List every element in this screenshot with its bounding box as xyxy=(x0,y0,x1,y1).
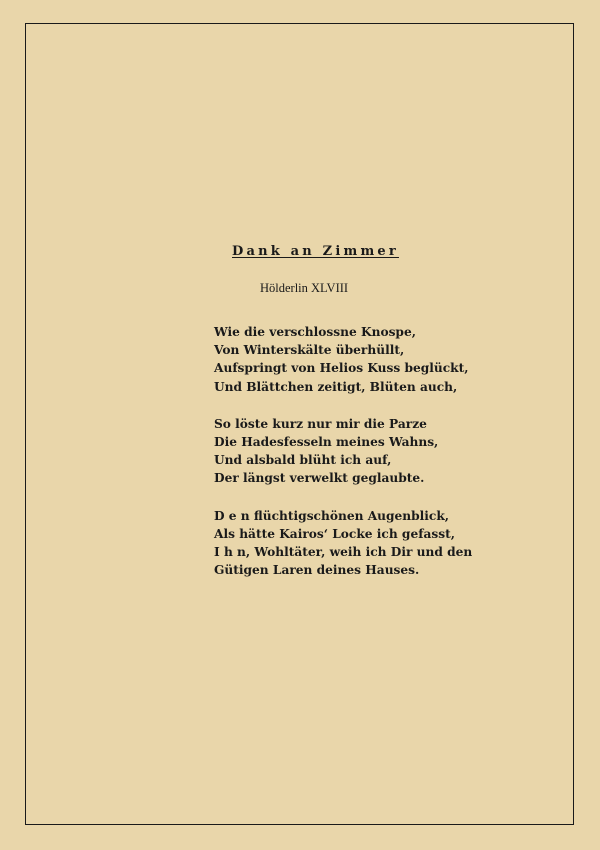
poem-line: Als hätte Kairos‘ Locke ich gefasst, xyxy=(214,526,455,541)
poem-line: Die Hadesfesseln meines Wahns, xyxy=(214,435,439,450)
poem-body xyxy=(214,323,472,598)
poem-line: Von Winterskälte überhüllt, xyxy=(214,343,405,358)
poem-line: Und Blättchen zeitigt, Blüten auch, xyxy=(214,379,458,394)
stanza xyxy=(214,415,472,488)
poem-line: Aufspringt von Helios Kuss beglückt, xyxy=(214,361,469,376)
poem-line: Gütigen Laren deines Hauses. xyxy=(214,563,420,578)
poem-line: Und alsbald blüht ich auf, xyxy=(214,453,392,468)
poem-title: Dank an Zimmer xyxy=(232,244,399,259)
stanza xyxy=(214,323,472,396)
poem-line: So löste kurz nur mir die Parze xyxy=(214,416,427,431)
poem-subtitle: Hölderlin XLVIII xyxy=(260,281,349,295)
poem-line: Der längst verwelkt geglaubte. xyxy=(214,471,425,486)
poem-line: D e n flüchtigschönen Augenblick, xyxy=(214,508,450,523)
poem-line: Wie die verschlossne Knospe, xyxy=(214,325,416,339)
poem-line: I h n, Wohltäter, weih ich Dir und den xyxy=(214,545,473,560)
stanza xyxy=(214,507,472,580)
